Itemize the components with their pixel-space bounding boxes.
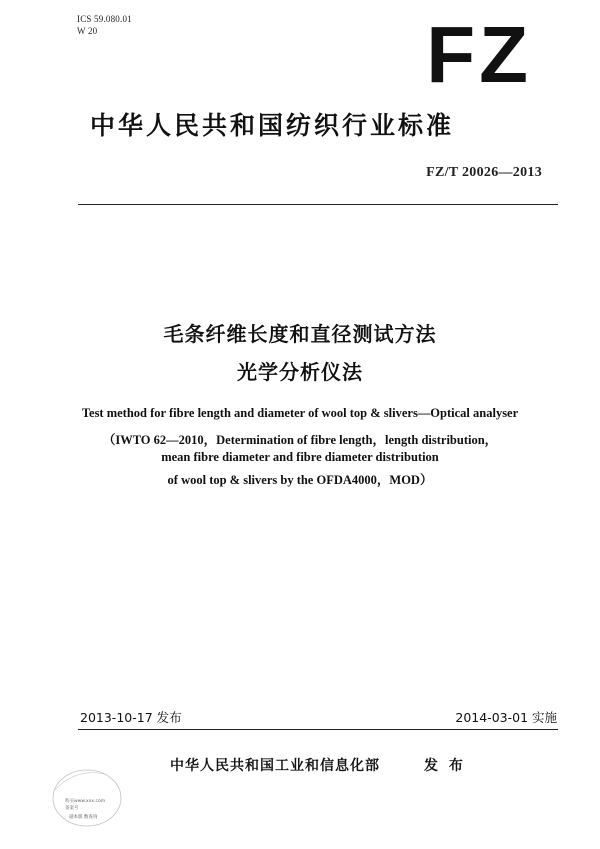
standard-category-title: 中华人民共和国纺织行业标准 xyxy=(90,111,455,140)
title-en-line-2: （IWTO 62—2010，Determination of fibre length，length distribution， xyxy=(102,433,498,447)
issue-label: 发 布 xyxy=(424,758,466,774)
svg-text:副本版 数查询: 副本版 数查询 xyxy=(69,815,98,820)
svg-text:备案号: 备案号 xyxy=(65,806,79,811)
fz-logo: FZ xyxy=(426,10,532,99)
bottom-divider xyxy=(78,729,558,730)
standard-number: FZ/T 20026—2013 xyxy=(426,165,542,180)
title-en-line-1: Test method for fibre length and diameter of wool top & slivers—Optical analyser xyxy=(81,406,519,420)
svg-text:购买www.xxx.com: 购买www.xxx.com xyxy=(65,799,106,804)
title-cn-line-1: 毛条纤维长度和直径测试方法 xyxy=(163,322,437,346)
title-en-line-3: mean fibre diameter and fibre diameter distribution xyxy=(161,450,439,464)
classification-code: W 20 xyxy=(77,26,98,36)
publish-date: 2013-10-17 发布 xyxy=(80,710,182,725)
ics-code: ICS 59.080.01 xyxy=(77,14,132,24)
title-en-line-4: of wool top & slivers by the OFDA4000，MOD） xyxy=(167,473,433,487)
title-cn-line-2: 光学分析仪法 xyxy=(237,360,363,384)
issuing-authority: 中华人民共和国工业和信息化部 xyxy=(170,758,380,774)
seal-stamp-icon xyxy=(35,760,125,830)
top-divider xyxy=(78,204,558,205)
implementation-date: 2014-03-01 实施 xyxy=(455,710,557,725)
